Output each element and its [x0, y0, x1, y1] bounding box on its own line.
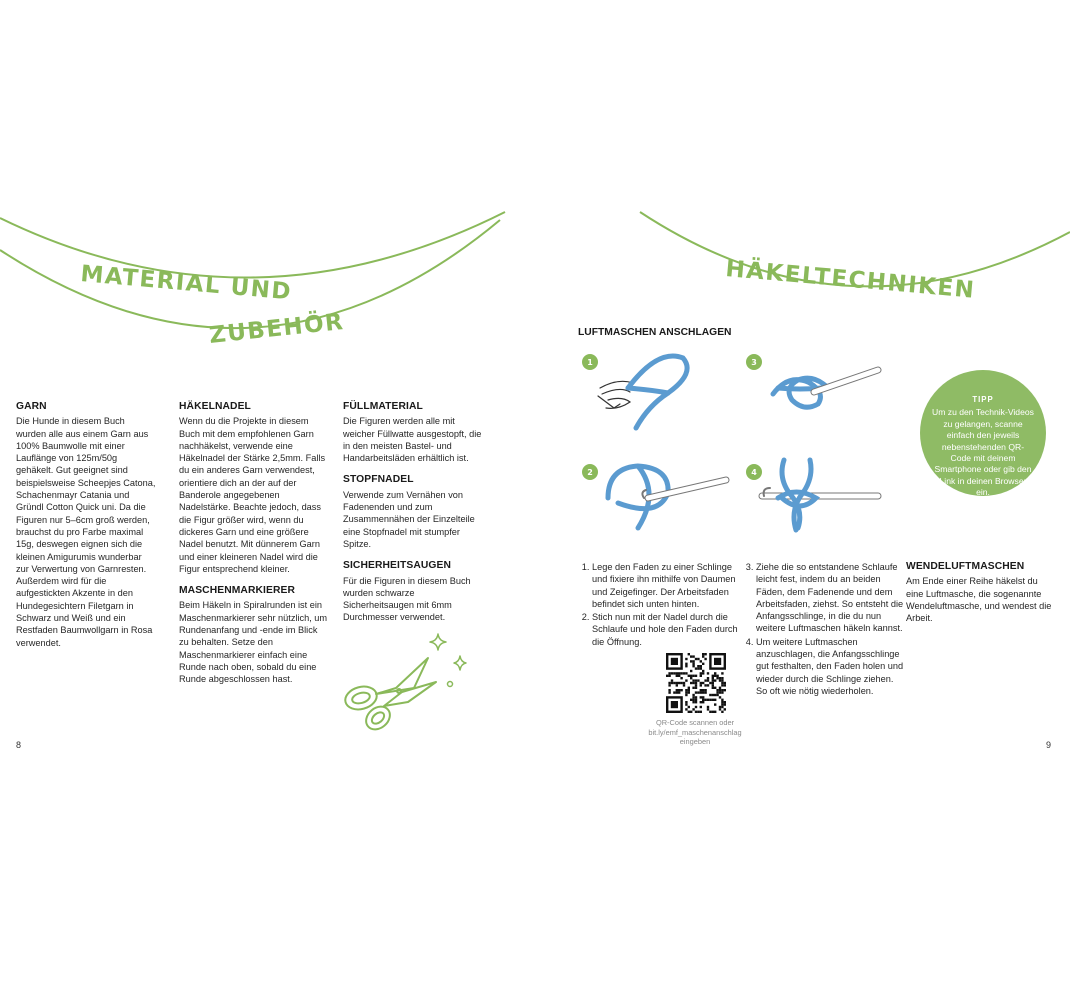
qr-caption: QR-Code scannen oder bit.ly/emf_maschenanschlag eingeben [648, 718, 742, 747]
steps-list-left [578, 561, 742, 649]
heading-haekelnadel: HÄKELNADEL [179, 401, 251, 412]
heading-fuellmaterial: FÜLLMATERIAL [343, 401, 423, 412]
sparkle-icon [428, 632, 470, 692]
tipp-text: Um zu den Technik-Videos zu gelangen, scanne einfach den jeweils nebenstehenden QR-Code mit deinem Smartphone oder gib den Link in deinen Browser ein. [932, 407, 1034, 498]
text-fuellmaterial: Die Figuren werden alle mit weicher Füllwatte ausgestopft, die in den meisten Bastel- und Handarbeitsläden erhältlich ist. [343, 416, 482, 464]
heading-sicherheitsaugen: SICHERHEITSAUGEN [343, 560, 452, 572]
text-wendeluftmaschen: Am Ende einer Reihe häkelst du eine Luftmasche, die sogenannte Wendeluftmasche, und wendest die Arbeit. [906, 576, 1052, 624]
heading-garn: GARN [16, 401, 47, 412]
text-garn: Die Hunde in diesem Buch wurden alle aus einem Garn aus 100% Baumwolle mit einer Lauflänge von 125m/50g gehäkelt. Gut geeignet sind beispielsweise Scheepjes Catona, Schachenmayr Catania und Gründl Cotton Quick uni. Da die Figuren nur 5–6cm groß werden, brauchst du pro Farbe maximal 15g, deswegen eignen sich die kleinen Amigurumis wunderbar zur Verwertung von Garnresten. Außerdem wird für die aufgestickten Akzente in den Hundegesichtern Filetgarn in Schwarz und Weiß und ein Restfaden Baumwollgarn in Rosa verwendet. [16, 416, 156, 648]
tipp-title: TIPP [972, 395, 994, 404]
step-illustrations [578, 348, 888, 548]
heading-stopfnadel: STOPFNADEL [343, 474, 414, 486]
step-badge-3: 3 [751, 358, 757, 367]
step-badge-4: 4 [751, 468, 757, 477]
step-2-text: 2. Stich nun mit der Nadel durch die Schlaufe und hole den Faden durch die Öffnung. [592, 611, 742, 648]
steps-list-right [742, 561, 904, 698]
tipp-bubble [920, 370, 1046, 496]
page-number-left: 8 [16, 740, 22, 750]
right-title: HÄKELTECHNIKEN [724, 256, 977, 304]
step-3-text: 3. Ziehe die so entstandene Schlaufe leicht fest, indem du an beiden Fäden, dem Fadenende und dem Arbeitsfaden, ziehst. So entsteht die Anfangsschlinge, in die du nun weitere Luftmaschen häkeln kannst. [756, 561, 904, 635]
heading-wendeluftmaschen: WENDELUFTMASCHEN [906, 561, 1025, 572]
step-badge-2: 2 [587, 468, 593, 477]
step-1-text: 1. Lege den Faden zu einer Schlinge und fixiere ihn mithilfe von Daumen und Zeigefinger. Der Arbeitsfaden befindet sich unten hinten. [592, 561, 742, 610]
page-number-right: 9 [1046, 740, 1052, 750]
heading-maschenmarkierer: MASCHENMARKIERER [179, 585, 296, 597]
text-haekelnadel: Wenn du die Projekte in diesem Buch mit dem empfohlenen Garn nachhäkelst, verwende eine Häkelnadel der Stärke 2,5mm. Falls du ein anderes Garn verwendest, orientiere dich an der auf der Banderole angegebenen Nadelstärke. Beachte jedoch, dass die Figur größer wird, wenn du dickeres Garn und eine größere Nadel benutzt. Mit dünnerem Garn und einer kleineren Nadel wird die Figur entsprechend kleiner. [179, 416, 326, 574]
column-wendeluftmaschen [906, 561, 1056, 634]
text-maschenmarkierer: Beim Häkeln in Spiralrunden ist ein Maschenmarkierer sehr nützlich, um Rundenanfang und -ende im Blick zu behalten. Setze den Maschenmarkierer einfach eine Runde nach oben, sobald du eine Runde abgeschlossen hast. [179, 600, 328, 685]
heading-luftmaschen: LUFTMASCHEN ANSCHLAGEN [578, 327, 732, 338]
left-title-line1: MATERIAL UND [79, 261, 293, 306]
column-fuellmaterial [343, 401, 488, 634]
column-garn [16, 401, 156, 659]
step-badge-1: 1 [587, 358, 593, 367]
qr-code[interactable] [666, 653, 726, 713]
text-sicherheitsaugen: Für die Figuren in diesem Buch wurden schwarze Sicherheitsaugen mit 6mm Durchmesser verwendet. [343, 575, 471, 623]
step-4-text: 4. Um weitere Luftmaschen anzuschlagen, die Anfangsschlinge gut festhalten, den Faden holen und wieder durch die Schlinge ziehen. So oft wie nötig wiederholen. [756, 636, 904, 697]
text-stopfnadel: Verwende zum Vernähen von Fadenenden und zum Zusammennähen der Einzelteile eine Stopfnadel mit stumpfer Spitze. [343, 489, 475, 549]
left-title-line2: ZUBEHÖR [207, 308, 346, 349]
column-haekelnadel [179, 401, 329, 696]
